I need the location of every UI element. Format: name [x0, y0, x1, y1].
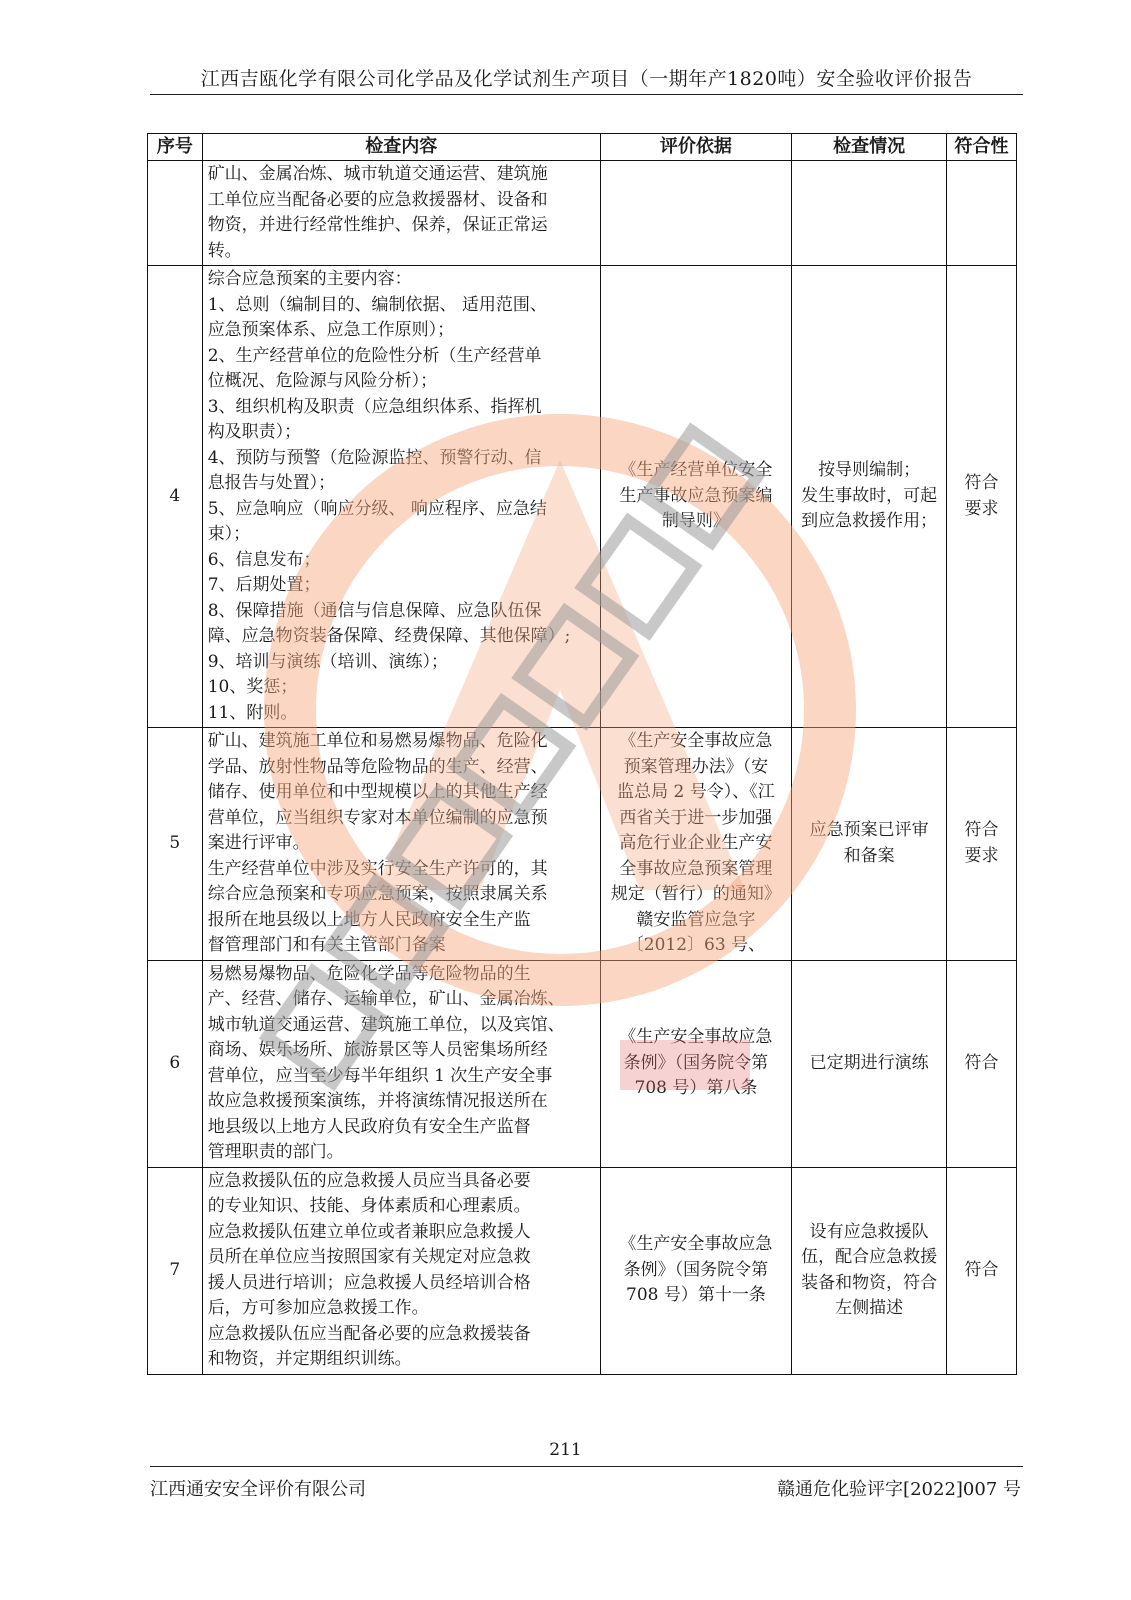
- cell-line: 城市轨道交通运营、建筑施工单位，以及宾馆、: [207, 1014, 565, 1035]
- cell-line: 位概况、危险源与风险分析）；: [207, 371, 438, 391]
- cell-line: 发生事故时，可起: [801, 485, 938, 506]
- cell-line: 按导则编制；: [818, 460, 921, 481]
- footer-doc-number: 赣通危化验评字[2022]007 号: [777, 1479, 1021, 1500]
- cell-line: 援人员进行培训；应急救援人员经培训合格: [207, 1272, 531, 1293]
- cell-number: 4: [148, 266, 203, 728]
- cell-line: 符合: [964, 820, 999, 841]
- cell-line: 符合: [964, 473, 999, 493]
- cell-content: [202, 266, 600, 728]
- col-header-basis: 评价依据: [600, 134, 791, 161]
- cell-line: 应急救援队伍建立单位或者兼职应急救援人: [207, 1221, 531, 1242]
- cell-line: 综合应急预案和专项应急预案，按照隶属关系: [207, 884, 548, 904]
- cell-line: 装备和物资，符合: [801, 1272, 938, 1293]
- cell-line: 督管理部门和有关主管部门备案: [207, 935, 446, 955]
- cell-result: [792, 161, 947, 266]
- cell-line: 案进行评审。: [207, 833, 310, 853]
- cell-line: 已定期进行演练: [809, 1052, 929, 1073]
- cell-line: 要求: [964, 498, 999, 519]
- cell-line: 障、应急物资装备保障、经费保障、其他保障）;: [207, 626, 571, 646]
- table-row: [148, 728, 1017, 961]
- cell-line: 规定（暂行）的通知》: [610, 884, 781, 904]
- cell-line: 符合: [964, 1259, 999, 1280]
- cell-line: 到应急救援作用；: [801, 511, 938, 532]
- cell-line: 故应急救援预案演练，并将演练情况报送所在: [207, 1091, 548, 1111]
- cell-conformity: [947, 1167, 1017, 1374]
- cell-line: 应急救援队伍应当配备必要的应急救援装备: [207, 1323, 531, 1344]
- cell-result: [792, 266, 947, 728]
- page-number: 211: [549, 1440, 582, 1460]
- cell-line: 符合: [964, 1052, 999, 1073]
- cell-basis: [600, 960, 791, 1167]
- cell-line: 转。: [207, 240, 242, 261]
- cell-line: 学品、放射性物品等危险物品的生产、经营、: [207, 756, 548, 777]
- col-header-conformity: 符合性: [947, 134, 1017, 161]
- cell-line: 生产事故应急预案编: [619, 485, 773, 506]
- cell-line: 条例》（国务院令第: [623, 1052, 769, 1073]
- cell-number: 5: [148, 728, 203, 961]
- table-row: [148, 1167, 1017, 1374]
- cell-line: 地县级以上地方人民政府负有安全生产监督: [207, 1116, 531, 1137]
- cell-basis: [600, 266, 791, 728]
- cell-line: 《生产安全事故应急: [619, 731, 773, 751]
- cell-conformity: [947, 960, 1017, 1167]
- cell-line: 全事故应急预案管理: [619, 858, 773, 879]
- cell-line: 要求: [964, 845, 999, 866]
- cell-line: 8、保障措施（通信与信息保障、应急队伍保: [207, 600, 542, 621]
- cell-line: 储存、使用单位和中型规模以上的其他生产经: [207, 782, 548, 802]
- table-row: [148, 161, 1017, 266]
- cell-line: 息报告与处置）；: [207, 473, 336, 493]
- cell-line: 7、后期处置；: [207, 575, 321, 595]
- cell-conformity: [947, 161, 1017, 266]
- cell-line: 左侧描述: [835, 1298, 904, 1318]
- cell-line: 预案管理办法》（安: [623, 756, 769, 777]
- cell-line: 报所在地县级以上地方人民政府安全生产监: [207, 909, 531, 930]
- table-row: [148, 960, 1017, 1167]
- cell-line: 和物资，并定期组织训练。: [207, 1349, 412, 1369]
- cell-line: 应急救援队伍的应急救援人员应当具备必要: [207, 1170, 531, 1191]
- cell-line: 束）；: [207, 524, 251, 544]
- cell-line: 10、奖惩；: [207, 677, 298, 697]
- cell-line: 和备案: [843, 845, 895, 866]
- cell-line: 制导则》: [661, 511, 730, 532]
- cell-line: 后，方可参加应急救援工作。: [207, 1298, 429, 1318]
- cell-line: 的专业知识、技能、身体素质和心理素质。: [207, 1196, 531, 1216]
- cell-line: 708 号）第十一条: [626, 1285, 766, 1306]
- cell-content: [202, 728, 600, 961]
- cell-line: 物资，并进行经常性维护、保养，保证正常运: [207, 215, 548, 235]
- cell-line: 商场、娱乐场所、旅游景区等人员密集场所经: [207, 1040, 548, 1060]
- col-header-content: 检查内容: [202, 134, 600, 161]
- page-header-title: 江西吉瓯化学有限公司化学品及化学试剂生产项目（一期年产1820吨）安全验收评价报告: [200, 68, 973, 90]
- col-header-result: 检查情况: [792, 134, 947, 161]
- header-divider: [150, 94, 1023, 95]
- table-row: [148, 266, 1017, 728]
- cell-line: 应急预案体系、应急工作原则）；: [207, 320, 455, 340]
- cell-line: 《生产安全事故应急: [619, 1027, 773, 1048]
- cell-line: 伍，配合应急救援: [801, 1247, 938, 1267]
- cell-line: 2、生产经营单位的危险性分析（生产经营单: [207, 345, 542, 366]
- cell-line: 生产经营单位中涉及实行安全生产许可的，其: [207, 858, 548, 879]
- cell-line: 产、经营、储存、运输单位，矿山、金属冶炼、: [207, 989, 565, 1009]
- cell-line: 矿山、建筑施工单位和易燃易爆物品、危险化: [207, 731, 548, 751]
- cell-line: 4、预防与预警（危险源监控、预警行动、信: [207, 447, 542, 468]
- cell-line: 条例》（国务院令第: [623, 1259, 769, 1280]
- cell-content: [202, 960, 600, 1167]
- cell-result: [792, 1167, 947, 1374]
- cell-line: 〔2012〕63 号、: [626, 935, 766, 955]
- cell-line: 营单位，应当组织专家对本单位编制的应急预: [207, 807, 548, 828]
- cell-number: 7: [148, 1167, 203, 1374]
- cell-conformity: [947, 728, 1017, 961]
- cell-line: 《生产经营单位安全: [619, 460, 773, 481]
- cell-line: 构及职责）；: [207, 422, 302, 442]
- cell-line: 708 号）第八条: [634, 1078, 758, 1099]
- cell-number: [148, 161, 203, 266]
- cell-content: [202, 1167, 600, 1374]
- table-header-row: [148, 134, 1017, 161]
- inspection-table: [147, 133, 1017, 1375]
- cell-line: 赣安监管应急字: [636, 909, 756, 930]
- cell-line: 5、应急响应（响应分级、 响应程序、应急结: [207, 498, 547, 519]
- cell-line: 9、培训与演练（培训、演练）；: [207, 651, 449, 672]
- cell-result: [792, 960, 947, 1167]
- cell-conformity: [947, 266, 1017, 728]
- cell-line: 员所在单位应当按照国家有关规定对应急救: [207, 1247, 531, 1267]
- cell-line: 《生产安全事故应急: [619, 1234, 773, 1255]
- cell-line: 应急预案已评审: [809, 820, 929, 841]
- cell-line: 3、组织机构及职责（应急组织体系、指挥机: [207, 396, 542, 417]
- cell-line: 易燃易爆物品、危险化学品等危险物品的生: [207, 963, 531, 984]
- cell-content: [202, 161, 600, 266]
- cell-line: 设有应急救援队: [809, 1221, 929, 1242]
- cell-basis: [600, 728, 791, 961]
- cell-number: 6: [148, 960, 203, 1167]
- footer-company: 江西通安安全评价有限公司: [150, 1479, 366, 1500]
- cell-line: 高危行业企业生产安: [619, 833, 773, 853]
- footer-divider: [150, 1466, 1023, 1467]
- cell-line: 11、附则。: [207, 702, 298, 723]
- cell-line: 监总局 2 号令）、《江: [617, 782, 775, 802]
- cell-result: [792, 728, 947, 961]
- col-header-number: 序号: [148, 134, 203, 161]
- cell-line: 管理职责的部门。: [207, 1142, 344, 1162]
- cell-line: 工单位应当配备必要的应急救援器材、设备和: [207, 189, 548, 210]
- cell-line: 1、总则（编制目的、编制依据、 适用范围、: [207, 294, 547, 315]
- cell-line: 6、信息发布；: [207, 549, 321, 570]
- cell-basis: [600, 1167, 791, 1374]
- cell-line: 营单位，应当至少每半年组织 1 次生产安全事: [207, 1065, 553, 1086]
- cell-basis: [600, 161, 791, 266]
- cell-line: 西省关于进一步加强: [619, 807, 773, 828]
- cell-line: 矿山、金属冶炼、城市轨道交通运营、建筑施: [207, 164, 548, 184]
- cell-line: 综合应急预案的主要内容：: [207, 269, 412, 289]
